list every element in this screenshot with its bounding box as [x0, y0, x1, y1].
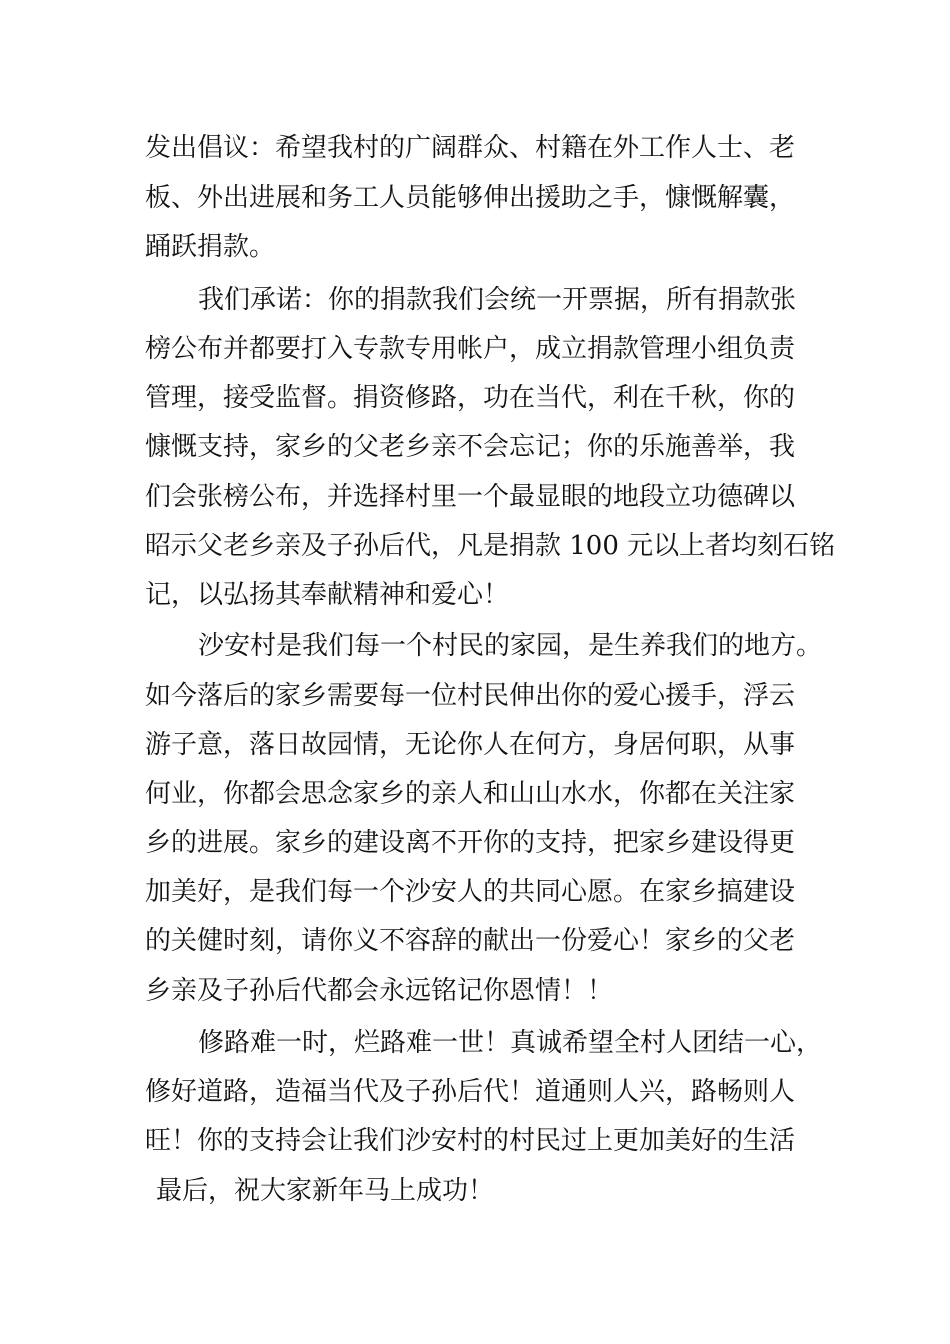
text-line: 慷慨支持，家乡的父老乡亲不会忘记；你的乐施善举，我: [145, 432, 796, 462]
text-line: 乡的进展。家乡的建设离不开你的支持，把家乡建设得更: [145, 828, 796, 858]
text-line: 游子意，落日故园情，无论你人在何方，身居何职，从事: [145, 730, 796, 760]
text-line: 板、外出进展和务工人员能够伸出援助之手，慷慨解囊，: [145, 183, 796, 213]
text-line: 修路难一时，烂路难一世！真诚希望全村人团结一心，: [198, 1028, 823, 1058]
text-line: 沙安村是我们每一个村民的家园，是生养我们的地方。: [198, 631, 823, 661]
text-line: 如今落后的家乡需要每一位村民伸出你的爱心援手，浮云: [145, 681, 796, 711]
text-line: 旺！你的支持会让我们沙安村的村民过上更加美好的生活: [145, 1126, 796, 1156]
text-line: 管理，接受监督。捐资修路，功在当代，利在千秋，你的: [145, 383, 796, 413]
text-line: 修好道路，造福当代及子孙后代！道通则人兴，路畅则人: [145, 1077, 796, 1107]
text-line: 加美好，是我们每一个沙安人的共同心愿。在家乡搞建设: [145, 877, 796, 907]
text-line: 昭示父老乡亲及子孙后代，凡是捐款 100 元以上者均刻石铭: [145, 531, 836, 561]
text-line: 们会张榜公布，并选择村里一个最显眼的地段立功德碑以: [145, 482, 796, 512]
text-line: 发出倡议：希望我村的广阔群众、村籍在外工作人士、老: [145, 133, 796, 163]
text-line: 的关健时刻，请你义不容辞的献出一份爱心！家乡的父老: [145, 926, 796, 956]
text-line: 记，以弘扬其奉献精神和爱心！: [145, 580, 510, 610]
text-line: 我们承诺：你的捐款我们会统一开票据，所有捐款张: [198, 285, 797, 315]
text-line: 最后，祝大家新年马上成功！: [156, 1176, 495, 1206]
text-line: 榜公布并都要打入专款专用帐户，成立捐款管理小组负责: [145, 334, 796, 364]
text-line: 乡亲及子孙后代都会永远铭记你恩情！！: [145, 976, 614, 1006]
text-line: 踊跃捐款。: [145, 232, 276, 262]
text-line: 何业，你都会思念家乡的亲人和山山水水，你都在关注家: [145, 779, 796, 809]
